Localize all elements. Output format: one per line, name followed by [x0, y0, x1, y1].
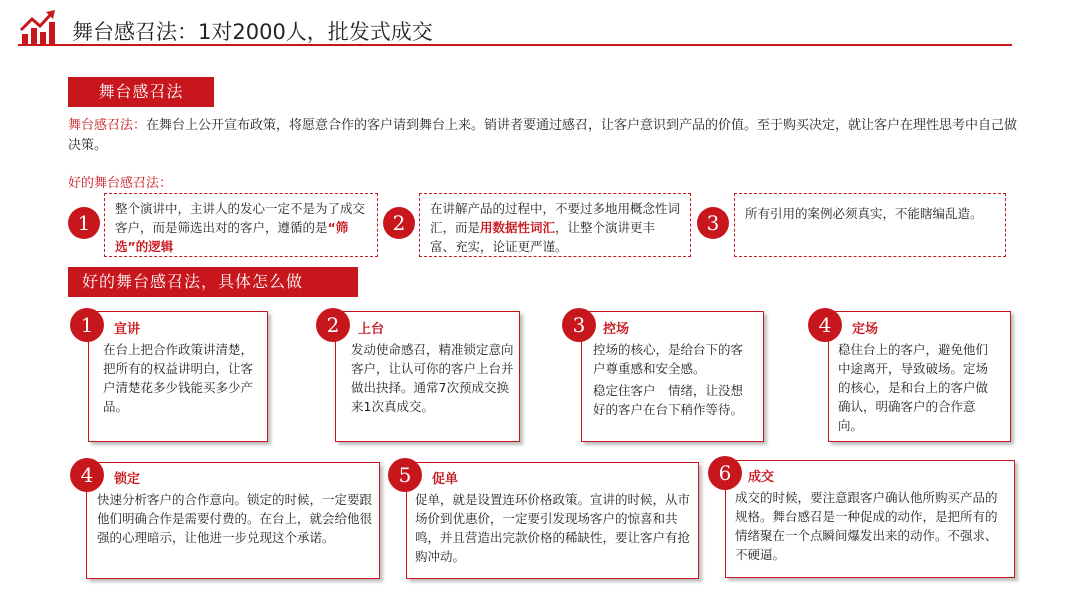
point-text-after: ，让整个演讲更丰富、充实，论证更严谨。: [430, 220, 656, 254]
step-title: 定场: [852, 322, 879, 337]
step-number-badge: 3: [562, 308, 596, 342]
step-title: 上台: [358, 322, 385, 337]
step-body: 发动使命感召，精准锁定意向客户，让认可你的客户上台并做出抉择。通常7次预成交换来1次真成交。: [351, 342, 514, 414]
step-body: 成交的时候，要注意跟客户确认他所购买产品的规格。舞台感召是一种促成的动作，是把所有的情绪聚在一个点瞬间爆发出来的动作。不强求、不硬逼。: [735, 490, 998, 562]
point-text: 在讲解产品的过程中，不要过多地用概念性词汇，而是: [430, 201, 681, 235]
rising-bar-chart-icon: [18, 8, 58, 48]
point-card: [419, 193, 691, 257]
point-number-badge: 2: [383, 207, 415, 239]
intro-paragraph: [68, 116, 1018, 156]
step-number-badge: 4: [70, 458, 104, 492]
step-title: 促单: [432, 472, 459, 487]
point-text: 所有引用的案例必须真实，不能瞎编乱造。: [745, 206, 983, 221]
step-number-badge: 2: [316, 308, 350, 342]
point-text: 整个演讲中，主讲人的发心一定不是为了成交客户，而是筛选出对的客户，遵循的是: [115, 201, 366, 235]
section-banner-stage-summon: 舞台感召法: [68, 77, 214, 107]
step-body-part1: 控场的核心，是给台下的客户尊重感和安全感。: [593, 342, 744, 376]
step-body: 促单，就是设置连环价格政策。宣讲的时候，从市场价到优惠价，一定要引发现场客户的惊喜和共鸣，并且营造出完款价格的稀缺性，要让客户有抢购冲动。: [415, 492, 691, 564]
step-number-badge: 1: [70, 308, 104, 342]
step-title: 锁定: [114, 472, 141, 487]
step-number-badge: 5: [388, 458, 422, 492]
intro-term: 舞台感召法：: [68, 118, 147, 133]
step-title: 成交: [748, 470, 775, 485]
step-body: 快速分析客户的合作意向。锁定的时候，一定要跟他们明确合作是需要付费的。在台上，就会给他很强的心理暗示，让他进一步兑现这个承诺。: [97, 492, 373, 545]
point-number-badge: 3: [697, 207, 729, 239]
intro-text: 在舞台上公开宣布政策，将愿意合作的客户请到舞台上来。销讲者要通过感召，让客户意识到产品的价值。至于购买决定，就让客户在理性思考中自己做决策。: [68, 118, 1018, 153]
point-highlight: 用数据性词汇: [480, 220, 556, 235]
title-divider: [18, 44, 1012, 46]
step-title: 控场: [603, 322, 630, 337]
point-number-badge: 1: [68, 207, 100, 239]
good-method-label: 好的舞台感召法：: [68, 176, 173, 191]
step-number-badge: 6: [708, 456, 742, 490]
step-body: [593, 340, 753, 419]
point-card: [734, 193, 1006, 257]
point-highlight: “筛选”的逻辑: [115, 220, 349, 254]
step-number-badge: 4: [808, 308, 842, 342]
section-banner-how-to: 好的舞台感召法，具体怎么做: [68, 267, 358, 297]
step-body: 稳住台上的客户，避免他们中途离开，导致破场。定场的核心，是和台上的客户做确认，明确客户的合作意向。: [838, 342, 989, 433]
page-title: 舞台感召法：1对2000人，批发式成交: [72, 20, 433, 44]
step-title: 宣讲: [114, 322, 141, 337]
point-card: [104, 193, 378, 257]
step-body-part2: 稳定住客户 情绪，让没想好的客户在台下稍作等待。: [593, 383, 744, 417]
step-body: 在台上把合作政策讲清楚，把所有的权益讲明白，让客户清楚花多少钱能买多少产品。: [103, 342, 254, 414]
